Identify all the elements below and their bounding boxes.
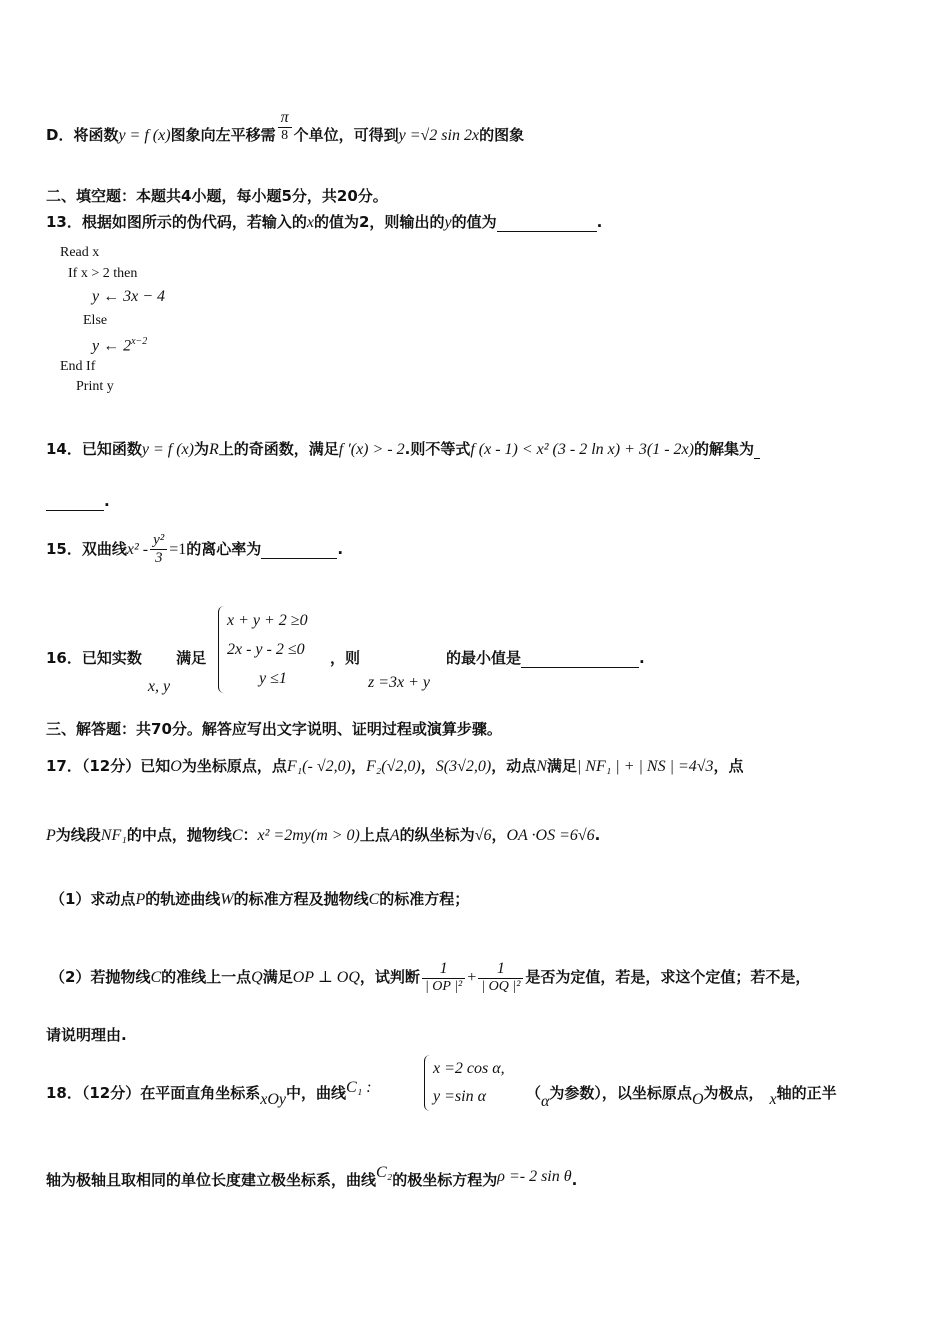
question-17-part2: （2）若抛物线C的准线上一点Q满足OP ⊥ OQ，试判断 $\frac{1}{\text{| OP |²}}$ + $\frac{1}{\text{| OQ |²}}$ 是否为定值，若是，求这个定值；若不是，	[50, 960, 811, 994]
section-2-heading: 二、填空题：本题共4小题，每小题5分，共20分。	[46, 187, 388, 205]
question-17-part1: （1）求动点P的轨迹曲线W的标准方程及抛物线C的标准方程；	[50, 890, 470, 908]
question-14-blank: .	[46, 492, 110, 511]
question-17: 17．（12分）已知O为坐标原点，点F₁(- √2,0)，F₂(√2,0)，S(3√2,0)，动点N满足| NF₁ | + | NS | =4√3，点	[46, 757, 744, 775]
option-d: D．将函数y = f (x)图象向左平移需 $\frac{\pi}{8}$ 个单位，可得到y =√2 sin 2x的图象	[46, 109, 525, 144]
question-17-part2-cont: 请说明理由.	[46, 1026, 127, 1044]
math-target: y =√2 sin 2x	[398, 127, 480, 144]
question-16: 16．已知实数x, y满足	[46, 649, 207, 695]
exam-page: D．将函数y = f (x)图象向左平移需 $\frac{\pi}{8}$ 个单位，可得到y =√2 sin 2x的图象 二、填空题：本题共4小题，每小题5分，共20分。 13．根据如图所示的伪代码，若输入的x的值为2，则输出的y的值为 . Read x If x > 2 then y ← 3x − 4 Else y ← $2^{x-2}$ End If Print y 14．已知函数y = f (x)为R上的奇函数，满足f ′(x) > - 2.则不等式f (x - 1) < x² (3 - 2 ln x) + 3(1 - 2x)的解集为 . 15．双曲线x² - $\frac{\text{y²}}{3}$ =1的离心率为 . 16．已知实数x, y满足 x + y + 2 ≥0 2x - y - 2 ≤0 y ≤1 ，则 z =3x + y 的最小值是 . 三、解答题：共70分。解答应写出文字说明、证明过程或演算步骤。 17．（12分）已知O为坐标原点，点F₁(- √2,0)，F₂(√2,0)，S(3√2,0)，动点N满足| NF₁ | + | NS | =4√3，点 P为线段NF₁的中点，抛物线C：x² =2my(m > 0)上点A的纵坐标为√6，OA ·OS =6√6. （1）求动点P的轨迹曲线W的标准方程及抛物线C的标准方程； （2）若抛物线C的准线上一点Q满足OP ⊥ OQ，试判断 $\frac{1}{\text{| OP |²}}$ + $\frac{1}{\text{| OQ |²}}$ 是否为定值，若是，求这个定值；若不是， 请说明理由. 18．（12分）在平面直角坐标系xOy中，曲线C₁ : x =2 cos α, y =sin α （α为参数），以坐标原点O为极点， x轴的正半 轴为极轴且取相同的单位长度建立极坐标系，曲线C₂的极坐标方程为ρ =- 2 sin θ.	[46, 109, 837, 1189]
question-18-line2: 轴为极轴且取相同的单位长度建立极坐标系，曲线C₂的极坐标方程为ρ =- 2 sin θ.	[46, 1164, 578, 1189]
answer-blank	[261, 540, 337, 559]
question-15: 15．双曲线x² - $\frac{\text{y²}}{3}$ =1的离心率为 .	[46, 532, 344, 566]
question-14: 14．已知函数y = f (x)为R上的奇函数，满足f ′(x) > - 2.则不等式f (x - 1) < x² (3 - 2 ln x) + 3(1 - 2x)的解集为	[46, 438, 760, 459]
question-18: 18．（12分）在平面直角坐标系xOy中，曲线C₁ :	[46, 1079, 372, 1108]
question-13: 13．根据如图所示的伪代码，若输入的x的值为2，则输出的y的值为 .	[46, 213, 603, 231]
question-17-line2: P为线段NF₁的中点，抛物线C：x² =2my(m > 0)上点A的纵坐标为√6，OA ·OS =6√6.	[46, 826, 601, 844]
parametric-system: x =2 cos α, y =sin α	[424, 1055, 505, 1111]
answer-blank	[497, 213, 597, 232]
answer-blank	[521, 649, 639, 668]
section-3-heading: 三、解答题：共70分。解答应写出文字说明、证明过程或演算步骤。	[46, 720, 502, 738]
constraint-system: x + y + 2 ≥0 2x - y - 2 ≤0 y ≤1	[218, 606, 308, 693]
answer-blank	[46, 492, 104, 511]
fraction-oq: $\frac{1}{\text{| OQ |²}}$	[478, 960, 523, 995]
fraction-op: $\frac{1}{\text{| OP |²}}$	[422, 960, 465, 995]
fraction-pi-8: $\frac{\pi}{8}$	[278, 109, 292, 144]
math-func: y = f (x)	[118, 127, 171, 144]
fraction-y2-3: $\frac{\text{y²}}{3}$	[150, 532, 167, 567]
